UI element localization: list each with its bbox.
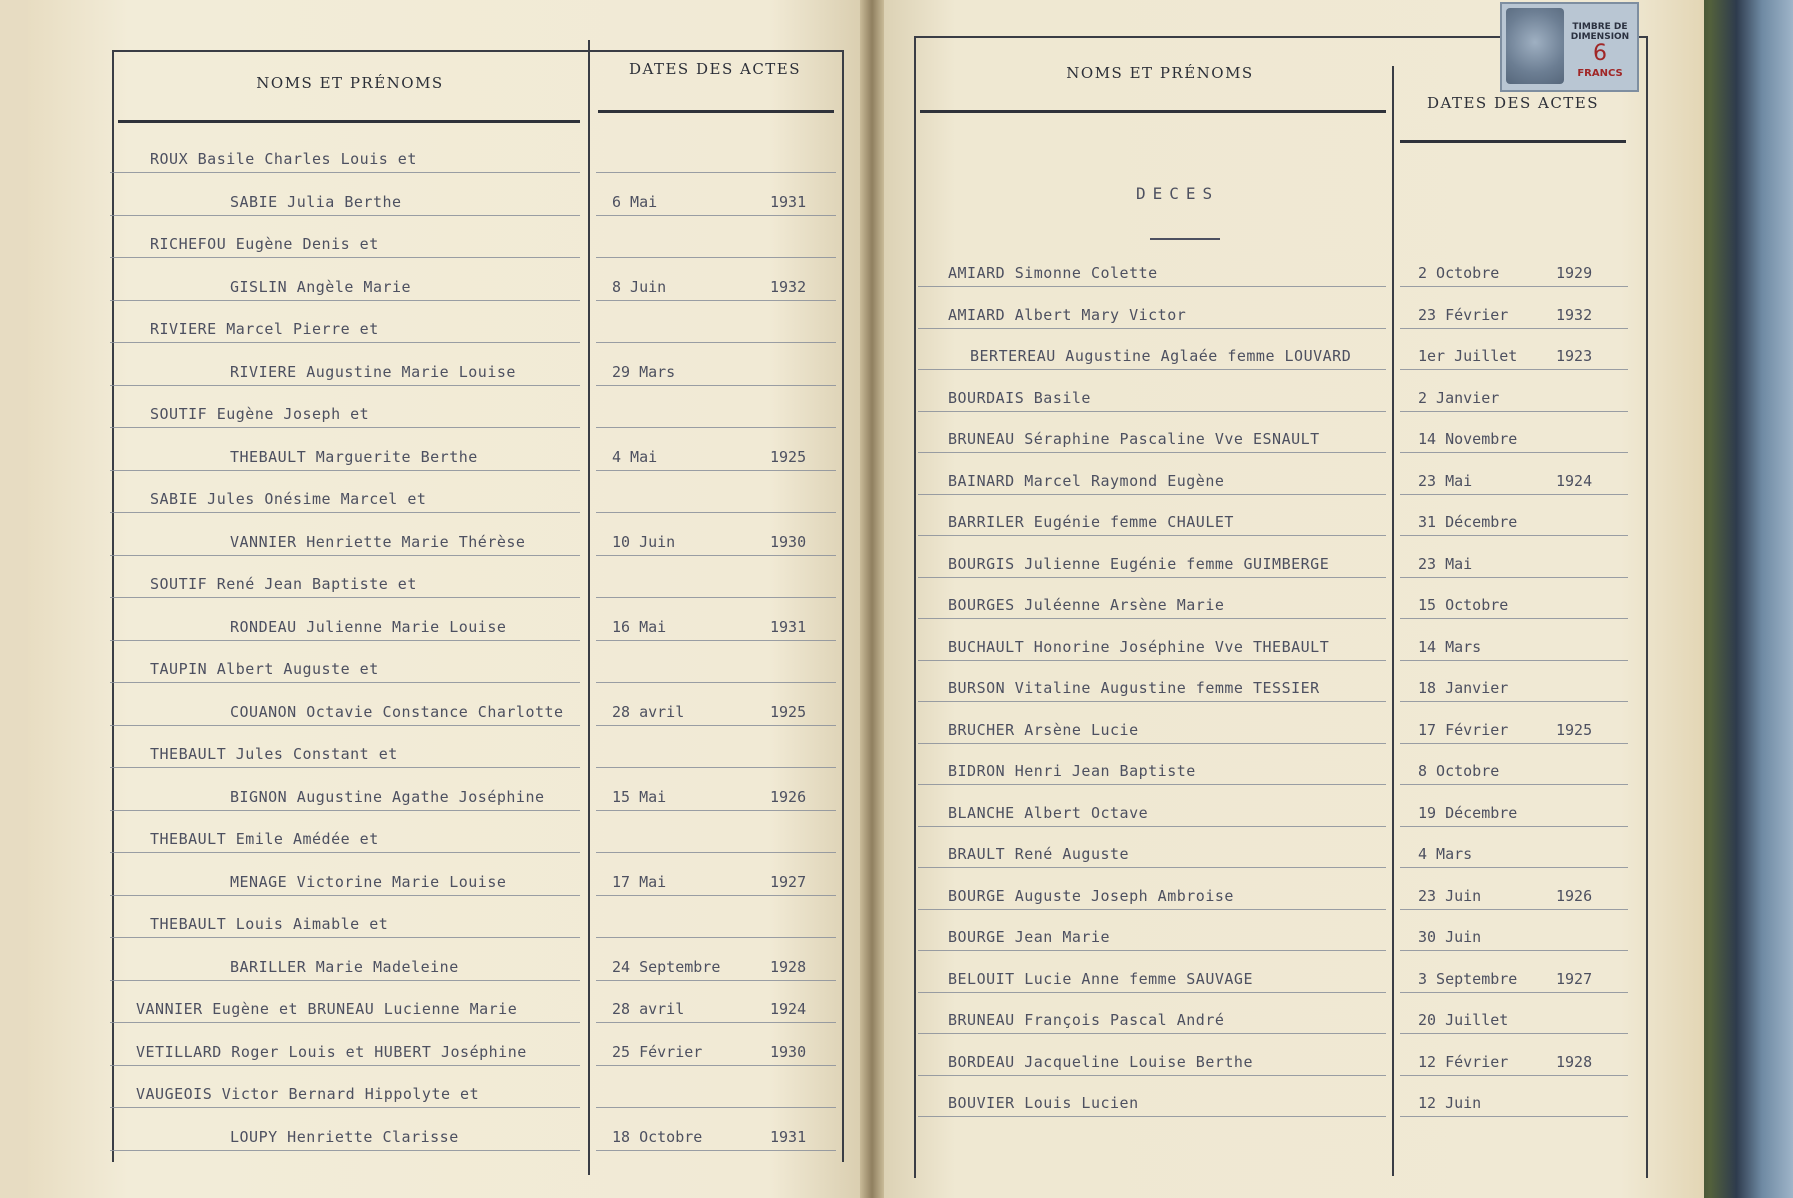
ruled-line <box>110 300 580 301</box>
ruled-line <box>110 937 580 938</box>
right-column-divider <box>1392 66 1394 1176</box>
entry-date-day: 2 Octobre <box>1418 264 1500 282</box>
stamp-portrait-icon <box>1506 8 1564 84</box>
ruled-line-dates <box>1400 411 1628 412</box>
entry-date-day: 28 avril <box>612 1000 685 1018</box>
entry-name: THEBAULT Emile Amédée et <box>150 830 379 848</box>
entry-date-year: 1928 <box>770 957 807 976</box>
entry-date-day: 19 Décembre <box>1418 803 1518 822</box>
ruled-line <box>110 555 580 556</box>
entry-name: BOURGES Juléenne Arsène Marie <box>948 596 1225 614</box>
ruled-line-dates <box>1400 743 1628 744</box>
ruled-line-dates <box>1400 286 1628 287</box>
entry-name: BOURGE Auguste Joseph Ambroise <box>948 886 1234 905</box>
right-header-names: NOMS ET PRÉNOMS <box>1066 64 1254 82</box>
entry-date-year: 1928 <box>1556 1052 1593 1071</box>
ruled-line <box>110 1150 580 1151</box>
ruled-line-dates <box>596 385 836 386</box>
entry-date-day: 28 avril <box>612 702 685 721</box>
entry-date-day: 3 Septembre <box>1418 969 1518 988</box>
entry-name: BUCHAULT Honorine Joséphine Vve THEBAULT <box>948 637 1330 656</box>
ruled-line-dates <box>1400 867 1628 868</box>
ruled-line-dates <box>596 172 836 173</box>
entry-name: SABIE Jules Onésime Marcel et <box>150 490 427 508</box>
ruled-line-dates <box>596 852 836 853</box>
ruled-line <box>918 494 1386 495</box>
stamp-value: 6 <box>1593 41 1607 66</box>
entry-name: AMIARD Albert Mary Victor <box>948 305 1187 324</box>
ruled-line-dates <box>1400 1075 1628 1076</box>
entry-date-day: 15 Mai <box>612 787 667 806</box>
ruled-line <box>918 577 1386 578</box>
ruled-line <box>110 767 580 768</box>
ruled-line-dates <box>1400 328 1628 329</box>
entry-date-day: 18 Octobre <box>612 1127 703 1146</box>
entry-date-day: 23 Février <box>1418 305 1509 324</box>
entry-date-year: 1925 <box>770 447 807 466</box>
ruled-line-dates <box>596 682 836 683</box>
entry-date-day: 8 Juin <box>612 277 667 296</box>
entry-name: BARILLER Marie Madeleine <box>230 957 459 976</box>
ruled-line-dates <box>1400 452 1628 453</box>
left-ledger-frame <box>112 50 844 1162</box>
ruled-line-dates <box>596 555 836 556</box>
ruled-line-dates <box>596 1022 836 1023</box>
marbled-cover <box>1690 0 1793 1198</box>
entry-name: AMIARD Simonne Colette <box>948 264 1158 282</box>
entry-date-year: 1927 <box>1556 969 1593 988</box>
ruled-line <box>110 427 580 428</box>
ruled-line <box>918 286 1386 287</box>
ruled-line-dates <box>596 257 836 258</box>
entry-name: BOURGIS Julienne Eugénie femme GUIMBERGE <box>948 554 1330 573</box>
ruled-line-dates <box>1400 1033 1628 1034</box>
entry-name: LOUPY Henriette Clarisse <box>230 1127 459 1146</box>
entry-name: SOUTIF René Jean Baptiste et <box>150 575 417 593</box>
ruled-line-dates <box>1400 577 1628 578</box>
entry-date-day: 12 Février <box>1418 1052 1509 1071</box>
ruled-line <box>110 895 580 896</box>
entry-name: VANNIER Eugène et BRUNEAU Lucienne Marie <box>136 1000 518 1018</box>
entry-date-day: 8 Octobre <box>1418 762 1500 780</box>
entry-date-year: 1931 <box>770 1127 807 1146</box>
entry-name: BOUVIER Louis Lucien <box>948 1094 1139 1112</box>
entry-name: RIVIERE Marcel Pierre et <box>150 320 379 338</box>
ruled-line-dates <box>596 895 836 896</box>
ruled-line <box>110 385 580 386</box>
entry-name: BRUNEAU Séraphine Pascaline Vve ESNAULT <box>948 430 1320 448</box>
ruled-line-dates <box>596 1150 836 1151</box>
entry-name: BURSON Vitaline Augustine femme TESSIER <box>948 679 1320 697</box>
entry-name: BELOUIT Lucie Anne femme SAUVAGE <box>948 969 1253 988</box>
ruled-line-dates <box>1400 701 1628 702</box>
ruled-line-dates <box>596 215 836 216</box>
entry-date-year: 1931 <box>770 192 807 211</box>
entry-date-day: 30 Juin <box>1418 928 1482 946</box>
entry-date-day: 12 Juin <box>1418 1094 1482 1112</box>
ruled-line-dates <box>596 980 836 981</box>
entry-name: BARRILER Eugénie femme CHAULET <box>948 513 1234 531</box>
ruled-line <box>110 1107 580 1108</box>
ruled-line <box>918 826 1386 827</box>
ruled-line <box>918 867 1386 868</box>
ruled-line-dates <box>596 725 836 726</box>
ruled-line <box>110 597 580 598</box>
ruled-line-dates <box>596 1065 836 1066</box>
entry-date-day: 2 Janvier <box>1418 388 1500 407</box>
ruled-line <box>918 452 1386 453</box>
entry-date-year: 1926 <box>1556 886 1593 905</box>
ruled-line <box>918 1075 1386 1076</box>
entry-name: RONDEAU Julienne Marie Louise <box>230 617 507 636</box>
entry-name: SOUTIF Eugène Joseph et <box>150 405 370 423</box>
ruled-line <box>110 1022 580 1023</box>
ruled-line <box>110 640 580 641</box>
entry-name: BOURGE Jean Marie <box>948 928 1111 946</box>
ruled-line <box>918 992 1386 993</box>
ruled-line <box>110 512 580 513</box>
entry-name: BRAULT René Auguste <box>948 845 1130 863</box>
ruled-line-dates <box>596 512 836 513</box>
left-header-names: NOMS ET PRÉNOMS <box>256 74 444 92</box>
ruled-line-dates <box>1400 909 1628 910</box>
entry-name: BRUNEAU François Pascal André <box>948 1011 1225 1029</box>
entry-date-year: 1932 <box>770 277 807 296</box>
ruled-line <box>110 257 580 258</box>
entry-name: TAUPIN Albert Auguste et <box>150 660 379 678</box>
ruled-line <box>110 682 580 683</box>
ruled-line-dates <box>596 470 836 471</box>
entry-name: THEBAULT Jules Constant et <box>150 745 398 763</box>
entry-name: VANNIER Henriette Marie Thérèse <box>230 532 526 551</box>
ruled-line <box>110 172 580 173</box>
ruled-line-dates <box>1400 494 1628 495</box>
ruled-line-dates <box>1400 950 1628 951</box>
ruled-line <box>918 1033 1386 1034</box>
entry-name: GISLIN Angèle Marie <box>230 277 412 296</box>
entry-name: BLANCHE Albert Octave <box>948 803 1149 822</box>
entry-date-year: 1930 <box>770 1042 807 1061</box>
ruled-line-dates <box>596 427 836 428</box>
ruled-line <box>110 852 580 853</box>
entry-date-day: 14 Novembre <box>1418 430 1518 448</box>
ruled-line <box>918 743 1386 744</box>
entry-name: BIGNON Augustine Agathe Joséphine <box>230 787 545 806</box>
entry-date-day: 4 Mai <box>612 447 658 466</box>
ruled-line-dates <box>1400 618 1628 619</box>
entry-date-year: 1924 <box>770 1000 807 1018</box>
entry-date-year: 1927 <box>770 872 807 891</box>
entry-date-day: 18 Janvier <box>1418 679 1509 697</box>
ruled-line-dates <box>1400 784 1628 785</box>
ruled-line-dates <box>1400 1116 1628 1117</box>
stamp-line2: DIMENSION <box>1570 32 1630 42</box>
ruled-line-dates <box>1400 826 1628 827</box>
left-header-dates: DATES DES ACTES <box>628 60 802 78</box>
entry-date-day: 24 Septembre <box>612 957 721 976</box>
ruled-line <box>110 980 580 981</box>
book-gutter <box>860 0 884 1198</box>
right-header-rule-names <box>920 110 1386 113</box>
ruled-line <box>918 369 1386 370</box>
ruled-line <box>918 618 1386 619</box>
ruled-line-dates <box>596 640 836 641</box>
entry-date-day: 17 Février <box>1418 720 1509 739</box>
entry-name: BIDRON Henri Jean Baptiste <box>948 762 1196 780</box>
entry-date-year: 1932 <box>1556 305 1593 324</box>
entry-date-year: 1931 <box>770 617 807 636</box>
entry-name: BORDEAU Jacqueline Louise Berthe <box>948 1052 1253 1071</box>
entry-date-day: 25 Février <box>612 1042 703 1061</box>
entry-date-year: 1926 <box>770 787 807 806</box>
entry-name: RICHEFOU Eugène Denis et <box>150 235 379 253</box>
ruled-line <box>918 701 1386 702</box>
entry-date-day: 29 Mars <box>612 362 676 381</box>
entry-name: VETILLARD Roger Louis et HUBERT Joséphine <box>136 1042 527 1061</box>
entry-name: THEBAULT Louis Aimable et <box>150 915 389 933</box>
entry-date-year: 1923 <box>1556 347 1593 365</box>
section-title-deces: DECES <box>1136 184 1220 203</box>
left-column-divider <box>588 40 590 1175</box>
ruled-line-dates <box>1400 369 1628 370</box>
entry-name: COUANON Octavie Constance Charlotte <box>230 702 564 721</box>
entry-name: BOURDAIS Basile <box>948 388 1091 407</box>
entry-date-day: 23 Mai <box>1418 471 1473 490</box>
revenue-stamp <box>1500 2 1639 92</box>
entry-date-day: 6 Mai <box>612 192 658 211</box>
entry-date-year: 1929 <box>1556 264 1593 282</box>
section-underline <box>1150 238 1220 240</box>
entry-name: MENAGE Victorine Marie Louise <box>230 872 507 891</box>
entry-name: BAINARD Marcel Raymond Eugène <box>948 471 1225 490</box>
ruled-line <box>918 950 1386 951</box>
page-edge <box>0 0 30 1198</box>
entry-date-day: 15 Octobre <box>1418 596 1509 614</box>
ruled-line-dates <box>596 810 836 811</box>
entry-date-day: 14 Mars <box>1418 637 1482 656</box>
right-header-dates: DATES DES ACTES <box>1426 94 1600 112</box>
stamp-line1: TIMBRE DE <box>1572 22 1628 32</box>
entry-date-day: 16 Mai <box>612 617 667 636</box>
ruled-line-dates <box>1400 660 1628 661</box>
entry-date-year: 1925 <box>1556 720 1593 739</box>
ruled-line <box>110 725 580 726</box>
ruled-line-dates <box>596 937 836 938</box>
ruled-line-dates <box>1400 992 1628 993</box>
ruled-line <box>110 215 580 216</box>
ruled-line-dates <box>596 767 836 768</box>
left-header-rule-names <box>118 120 580 123</box>
ruled-line-dates <box>1400 535 1628 536</box>
right-header-rule-dates <box>1400 140 1626 143</box>
entry-date-day: 23 Juin <box>1418 886 1482 905</box>
entry-date-year: 1924 <box>1556 471 1593 490</box>
ruled-line-dates <box>596 342 836 343</box>
entry-name: VAUGEOIS Victor Bernard Hippolyte et <box>136 1085 480 1103</box>
ruled-line <box>918 784 1386 785</box>
entry-name: SABIE Julia Berthe <box>230 192 402 211</box>
entry-name: THEBAULT Marguerite Berthe <box>230 447 478 466</box>
entry-date-day: 4 Mars <box>1418 845 1473 863</box>
ruled-line <box>918 411 1386 412</box>
entry-date-day: 17 Mai <box>612 872 667 891</box>
entry-name: ROUX Basile Charles Louis et <box>150 150 417 168</box>
ruled-line-dates <box>596 1107 836 1108</box>
ruled-line <box>110 342 580 343</box>
entry-date-day: 31 Décembre <box>1418 513 1518 531</box>
entry-date-year: 1925 <box>770 702 807 721</box>
ruled-line <box>110 470 580 471</box>
entry-date-day: 20 Juillet <box>1418 1011 1509 1029</box>
ruled-line <box>110 1065 580 1066</box>
entry-date-year: 1930 <box>770 532 807 551</box>
ruled-line-dates <box>596 597 836 598</box>
ruled-line <box>918 660 1386 661</box>
ruled-line <box>918 328 1386 329</box>
entry-name: BERTEREAU Augustine Aglaée femme LOUVARD <box>970 347 1352 365</box>
ruled-line <box>918 1116 1386 1117</box>
entry-date-day: 1er Juillet <box>1418 347 1518 365</box>
ruled-line <box>918 535 1386 536</box>
entry-name: RIVIERE Augustine Marie Louise <box>230 362 516 381</box>
stamp-unit: FRANCS <box>1577 68 1623 79</box>
entry-name: BRUCHER Arsène Lucie <box>948 720 1139 739</box>
entry-date-day: 10 Juin <box>612 532 676 551</box>
ruled-line-dates <box>596 300 836 301</box>
entry-date-day: 23 Mai <box>1418 554 1473 573</box>
ruled-line <box>918 909 1386 910</box>
ruled-line <box>110 810 580 811</box>
left-header-rule-dates <box>598 110 834 113</box>
